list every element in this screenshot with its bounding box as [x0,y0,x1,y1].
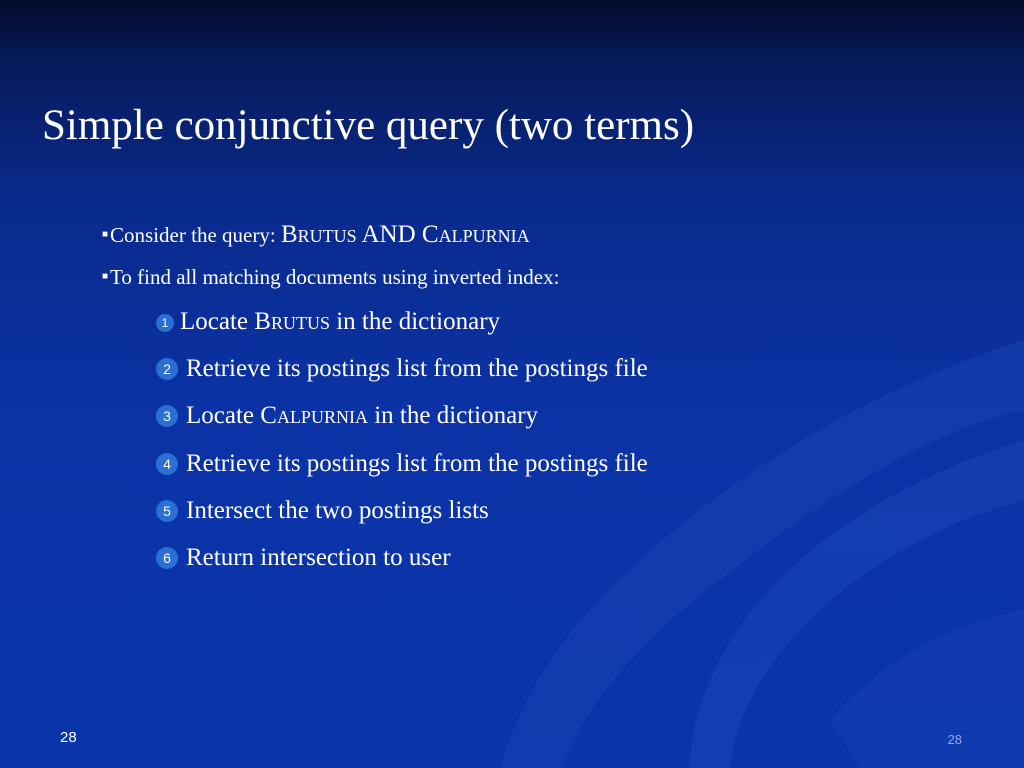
step-text: Retrieve its postings list from the postings file [186,355,648,382]
step-text: Return intersection to user [186,544,451,571]
bullet-consider-query [102,221,530,249]
step-2 [156,353,648,385]
number-circle-icon: 1 [156,314,174,332]
step-6 [156,542,451,574]
slide-title: Simple conjunctive query (two terms) [42,102,695,149]
square-bullet-icon: ■ [102,271,109,282]
step-1 [156,306,500,338]
step-text: Locate [180,308,255,335]
step-text: Intersect the two postings lists [186,497,489,524]
query-text: Brutus AND Calpurnia [280,221,530,248]
step-text: Locate [186,402,261,429]
number-circle-icon: 4 [156,453,178,475]
step-text: in the dictionary [329,308,501,335]
step-3 [156,400,538,432]
bullet-find-documents [102,263,559,291]
bullet-text: To find all matching documents using inverted index: [110,265,560,289]
square-bullet-icon: ■ [102,229,109,240]
bullet-text: Consider the query: [110,223,281,247]
step-4 [156,448,648,480]
number-circle-icon: 6 [156,547,178,569]
step-text: in the dictionary [367,402,539,429]
step-text: Retrieve its postings list from the postings file [186,450,648,477]
number-circle-icon: 3 [156,405,178,427]
number-circle-icon: 5 [156,500,178,522]
slide-number-right: 28 [947,732,962,747]
term-calpurnia: Calpurnia [260,402,368,429]
slide-number-left: 28 [60,729,77,746]
term-brutus: Brutus [254,308,330,335]
number-circle-icon: 2 [156,358,178,380]
step-5 [156,495,489,527]
